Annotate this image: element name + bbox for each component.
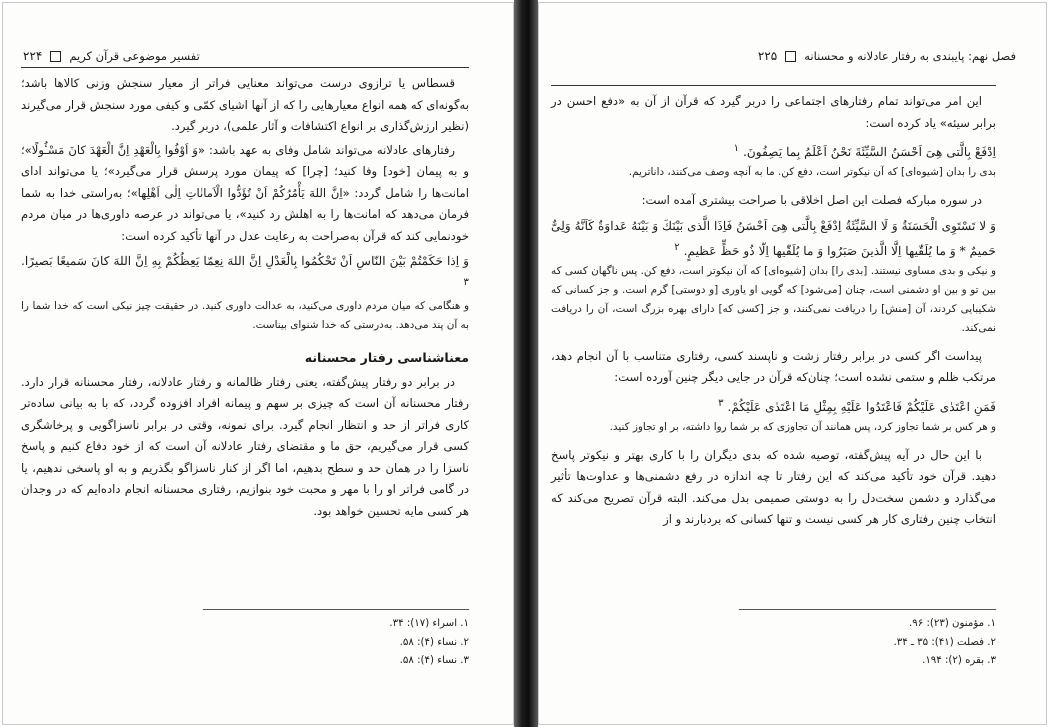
footnote: ۲. فصلت (۴۱): ۳۵ ـ ۳۴. — [893, 636, 996, 648]
verse-translation: و هر کس بر شما تجاوز کرد، پس همانند آن تجاوزی که بر شما روا داشته، بر او تجاوز کنید. — [609, 420, 996, 433]
footnotes — [389, 615, 469, 671]
footnote-ref: ۳ — [463, 277, 469, 288]
quran-verse — [21, 251, 469, 297]
running-title: تفسیر موضوعی قرآن کریم — [69, 49, 200, 63]
verse-translation: و هنگامی که میان مردم داوری می‌کنید، به عدالت داوری کنید. در حقیقت چیز نیکی است که خدا شما را به آن پند می‌دهد. به‌درستی که خدا شنوای بیناست. — [21, 300, 469, 332]
verse-text: فَمَنِ اعْتَدٰى عَلَیْكُمْ فَاعْتَدُوا عَلَیْهِ بِمِثْلِ مَا اعْتَدٰى عَلَیْكُمْ. — [727, 399, 996, 414]
paragraph: این امر می‌تواند تمام رفتارهای اجتماعی را دربر گیرد که قرآن از آن به «دفع احسن در برابر سیئه» یاد کرده است: — [551, 94, 996, 130]
page-header — [23, 49, 200, 63]
footnote-rule — [203, 609, 469, 610]
header-rule — [21, 67, 469, 68]
footnote-rule — [739, 609, 996, 610]
verse-translation: و نیکی و بدی مساوی نیستند. [بدی را] بدان [شیوه‌ای] که آن نیکوتر است، دفع کن. پس ناگهان کسی که بین تو و بین او دشمنی است، چنان [می‌شود] که گویی او یاوری [و دوستی] گرم است. و جز کسانی که شکیبایی کردند، آن [منش] را دریافت نمی‌کنند، و جز [کسی که] دارای بهره بزرگ است، آن را دریافت نمی‌کند. — [551, 264, 996, 334]
paragraph: در سوره مبارکه فصلت این اصل اخلاقی با صراحت بیشتری آمده است: — [641, 193, 982, 208]
verse-text: وَ اِذا حَكَمْتُمْ بَیْنَ النّاسِ اَنْ تَحْكُمُوا بِالْعَدْلِ اِنَّ اللهَ نِعِمّا یَعِظُكُمْ بِهِ اِنَّ اللهَ كانَ سَمیعًا بَصیرًا. — [21, 254, 469, 268]
page-number: ۲۲۵ — [757, 49, 778, 63]
paragraph: پیداست اگر کسی در برابر رفتار زشت و ناپسند کسی، رفتاری متناسب با آن انجام دهد، مرتکب ظلم و ستمی نشده است؛ چنان‌که قرآن در جایی دیگر چنین آورده است: — [551, 348, 996, 385]
footnote: ۳. نساء (۴): ۵۸. — [399, 655, 469, 666]
page-number: ۲۲۴ — [23, 49, 43, 63]
footnote: ۱. اسراء (۱۷): ۳۴. — [389, 618, 469, 629]
footnote: ۱. مؤمنون (۲۳): ۹۶. — [909, 618, 996, 629]
verse-text: وَ لا تَسْتَوِی الْحَسَنَةُ وَ لَا السَّیِّئَةُ اِدْفَعْ بِالَّتی هِیَ اَحْسَنُ فَاِذَا الَّذی بَیْنَكَ وَ بَیْنَهُ عَداوَةٌ كَاَنَّهُ وَلِیٌّ حَمیمٌ * وَ ما یُلَقّٰیها اِلَّا الَّذینَ صَبَرُوا وَ ما یُلَقّٰیها اِلّا ذُو حَظٍّ عَظیمٍ. — [551, 218, 996, 258]
book-spine — [514, 0, 538, 727]
paragraph: قسطاس یا ترازوی درست می‌تواند معنایی فراتر از معیار سنجش وزنی کالاها باشد؛ به‌گونه‌ای که همه انواع معیارهایی را که از آنها اشیای کمّی و کیفی مورد سنجش قرار می‌گیرند (نظیر ارزش‌گذاری بر انواع اکتشافات و آثار علمی)، دربر گیرد. — [21, 76, 469, 133]
quran-verse — [551, 393, 996, 418]
header-square-icon — [785, 51, 796, 62]
footnote: ۲. نساء (۴): ۵۸. — [399, 636, 469, 648]
verse-translation: بدی را بدان [شیوه‌ای] که آن نیکوتر است، دفع کن. ما به آنچه وصف می‌کنند، داناتریم. — [628, 166, 996, 179]
left-page — [2, 2, 514, 725]
footnote-ref: ۱ — [733, 143, 740, 154]
footnote-ref: ۲ — [674, 241, 680, 253]
quran-verse — [551, 216, 996, 262]
footnote-ref: ۳ — [718, 397, 724, 409]
header-square-icon — [50, 51, 61, 62]
paragraph: در برابر دو رفتار پیش‌گفته، یعنی رفتار ظالمانه و رفتار عادلانه، رفتار محسنانه قرار دارد. رفتار محسنانه آن است که چیزی بر سهم و پیمانه افراد افزوده گردد، که با به بیانی ساده‌تر کاری فراتر از حد و انتظار انجام گیرد. برای نمونه، وقتی در برابر ناسزاگویی و پرخاشگری کسی قرار می‌گیریم، حق ما و مقتضای رفتار عادلانه آن است که از خود دفاع کنیم و پاسخ ناسزا را در همان حد و سطح بدهیم، اما اگر از کنار ناسزاگو بگذریم و به او پاسخی ندهیم، یا در گامی فراتر او را با مهر و محبت خود بنوازیم، رفتاری محسنانه انجام داده‌ایم که در وجدان هر کسی مایه تحسین خواهد بود. — [21, 374, 469, 518]
page-header — [758, 49, 1016, 63]
header-rule — [551, 85, 996, 86]
paragraph: رفتارهای عادلانه می‌تواند شامل وفای به عهد باشد: «وَ اَوْفُوا بِالْعَهْدِ اِنَّ الْعَهْدَ كانَ مَسْـُٔولًا»؛ و به پیمان [خود] وفا کنید؛ [چرا] که پیمان مورد پرسش قرار می‌گیرد»؛ یا می‌تواند ادای امانت‌ها را شامل گردد: «اِنَّ اللهَ یَأْمُرُكُمْ اَنْ تُؤَدُّوا الْاَمانٰاتِ اِلٰى اَهْلِها»؛ به‌راستی خدا به شما فرمان می‌دهد که امانت‌ها را به اهلش رد کنید»، یا می‌تواند در عرصه داوری‌ها در میان مردم خودنمایی کند که قرآن به‌صراحت به رعایت عدل در آنها تأکید کرده است: — [21, 142, 469, 243]
right-page — [538, 2, 1047, 725]
running-title: فصل نهم: پایبندی به رفتار عادلانه و محسنانه — [804, 49, 1016, 63]
paragraph: با این حال در آیه پیش‌گفته، توصیه شده که بدی دیگران را با کاری بهتر و نیکوتر پاسخ دهید. قرآن خود تأکید می‌کند که این رفتار تا چه اندازه در رفع دشمنی‌ها و عداوت‌ها تأثیر می‌گذارد و دشمن سخت‌دل را به دوستی صمیمی بدل می‌کند. البته قرآن تصریح می‌کند که انتخاب چنین رفتاری کار هر کسی نیست و تنها کسانی که بردبارند و از — [551, 447, 996, 527]
section-heading: معناشناسی رفتار محسنانه — [304, 350, 469, 366]
quran-verse — [551, 138, 996, 163]
footnotes — [894, 615, 997, 671]
verse-text: اِدْفَعْ بِالَّتی هِیَ اَحْسَنُ السَّیِّئَةَ نَحْنُ اَعْلَمُ بِما یَصِفُونَ. — [742, 145, 996, 160]
page-body — [21, 73, 469, 524]
footnote: ۳. بقره (۲): ۱۹۴. — [922, 655, 996, 666]
page-body — [551, 91, 996, 533]
